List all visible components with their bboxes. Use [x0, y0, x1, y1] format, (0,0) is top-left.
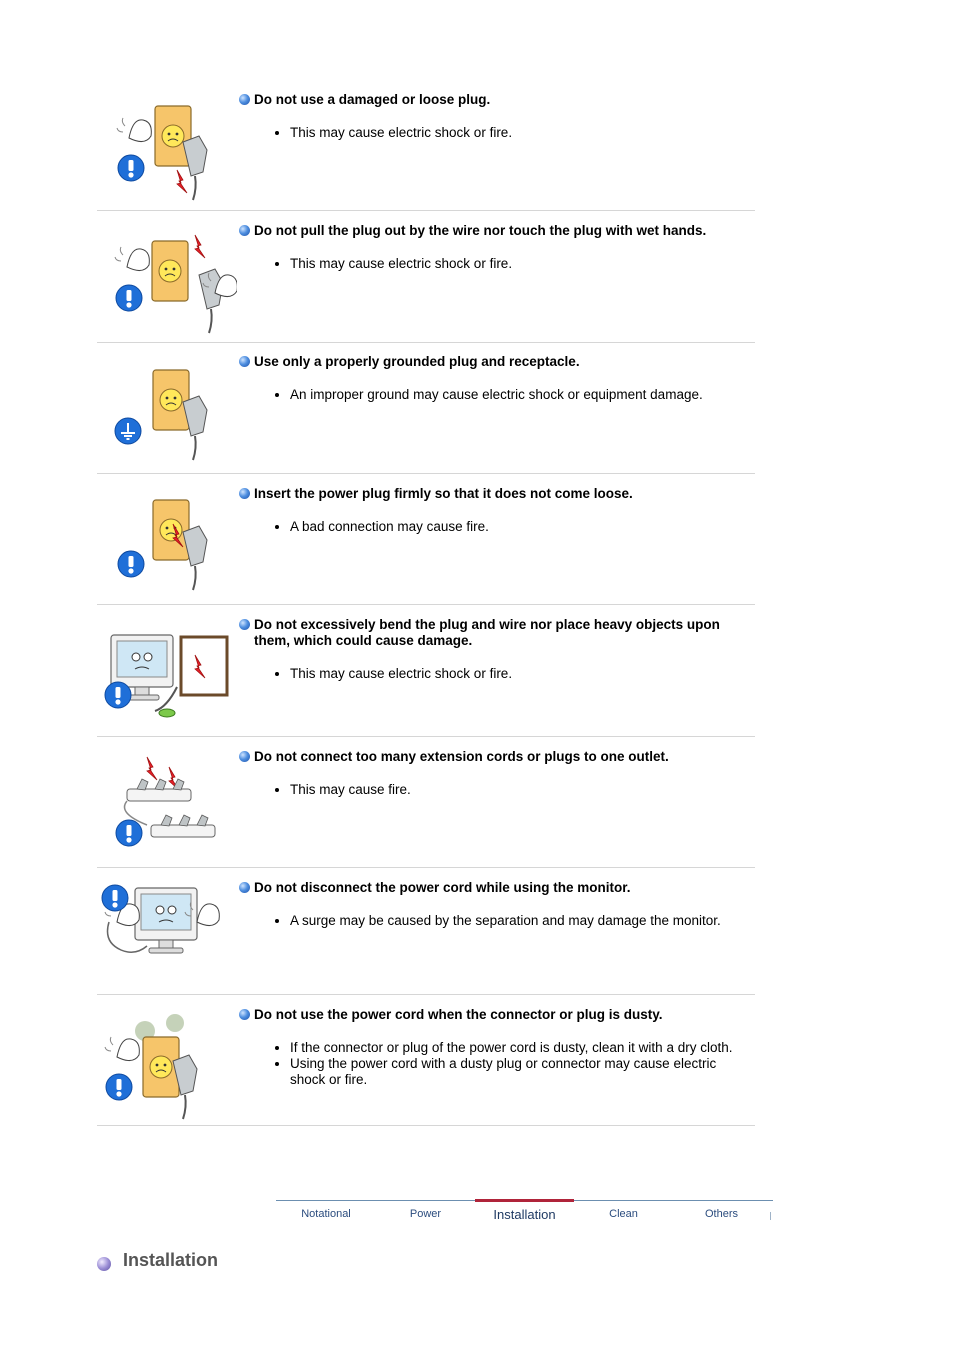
- spark-icon: [195, 235, 205, 258]
- warning-heading: [239, 617, 755, 649]
- warning-heading-text: Do not connect too many extension cords or plugs to one outlet.: [254, 749, 669, 764]
- grounded-plug-icon: [97, 354, 237, 474]
- furniture-icon: [181, 637, 227, 695]
- warning-detail-list: [239, 1040, 755, 1088]
- outlet-icon: [153, 500, 189, 560]
- warning-content: [239, 354, 755, 403]
- warning-icon: [118, 551, 144, 577]
- warning-heading-text: Do not use the power cord when the connector or plug is dusty.: [254, 1007, 663, 1022]
- heading-bullet-icon: [239, 356, 250, 367]
- plug-icon: [183, 136, 207, 200]
- warning-icon: [105, 682, 131, 708]
- warning-detail: • Using the power cord with a dusty plug or connector may cause electric shock or fire.: [290, 1056, 755, 1088]
- hand-icon: [117, 118, 151, 142]
- hand-icon: [105, 1037, 139, 1061]
- warning-heading: [239, 880, 755, 896]
- warning-content: [239, 749, 755, 798]
- warning-item: [97, 92, 755, 211]
- warning-content: [239, 617, 755, 682]
- ground-symbol-icon: [115, 418, 141, 444]
- tab-divider: [770, 1212, 771, 1220]
- spark-icon: [177, 170, 187, 193]
- warning-item: [97, 1007, 755, 1126]
- warning-content: [239, 486, 755, 535]
- outlet-icon: [155, 106, 191, 166]
- warning-detail-list: [239, 256, 755, 272]
- warning-detail-list: [239, 387, 755, 403]
- warning-content: [239, 223, 755, 272]
- wet-hands-plug-icon: [97, 223, 237, 343]
- warning-heading: [239, 223, 755, 239]
- warning-detail: • If the connector or plug of the power cord is dusty, clean it with a dry cloth.: [290, 1040, 755, 1056]
- warning-heading-text: Do not use a damaged or loose plug.: [254, 92, 491, 107]
- monitor-icon: [135, 888, 197, 953]
- warning-heading: [239, 749, 755, 765]
- plug-icon: [199, 269, 223, 333]
- warning-item: [97, 354, 755, 474]
- heading-bullet-icon: [239, 751, 250, 762]
- heading-bullet-icon: [239, 488, 250, 499]
- power-strip-icon: [151, 815, 215, 837]
- tab-notational[interactable]: Notational: [301, 1208, 351, 1220]
- warning-content: [239, 92, 755, 141]
- heading-bullet-icon: [239, 94, 250, 105]
- warning-content: [239, 1007, 755, 1088]
- hand-icon: [115, 247, 149, 271]
- warning-detail-list: [239, 519, 755, 535]
- heading-bullet-icon: [239, 882, 250, 893]
- heading-bullet-icon: [239, 225, 250, 236]
- warning-detail: • This may cause electric shock or fire.: [290, 125, 755, 141]
- warning-detail: • An improper ground may cause electric shock or equipment damage.: [290, 387, 755, 403]
- tab-bar: [276, 1200, 773, 1227]
- warning-icon: [116, 820, 142, 846]
- plug-icon: [159, 709, 175, 717]
- warning-heading-text: Insert the power plug firmly so that it does not come loose.: [254, 486, 633, 501]
- tab-installation[interactable]: Installation: [475, 1199, 574, 1228]
- warning-icon: [106, 1074, 132, 1100]
- warning-icon: [116, 285, 142, 311]
- warning-heading: [239, 486, 755, 502]
- warning-detail-list: [239, 913, 755, 929]
- disconnect-monitor-icon: [97, 880, 237, 1000]
- warning-detail-list: [239, 782, 755, 798]
- warning-icon: [102, 885, 128, 911]
- warning-item: [97, 617, 755, 737]
- power-strip-icon: [127, 779, 191, 801]
- warning-item: [97, 223, 755, 343]
- warning-heading: [239, 92, 755, 108]
- warning-detail: • This may cause electric shock or fire.: [290, 666, 755, 682]
- spark-icon: [147, 757, 157, 780]
- firm-plug-icon: [97, 486, 237, 606]
- warning-heading: [239, 354, 755, 370]
- dust-cloud-icon: [166, 1014, 184, 1032]
- section-bullet-icon: [97, 1257, 111, 1271]
- warning-detail: • A bad connection may cause fire.: [290, 519, 755, 535]
- damaged-plug-icon: [97, 92, 237, 212]
- warning-content: [239, 880, 755, 929]
- warning-heading-text: Do not disconnect the power cord while using the monitor.: [254, 880, 631, 895]
- warning-heading-text: Do not excessively bend the plug and wire nor place heavy objects upon them, which could cause damage.: [254, 617, 720, 648]
- warning-item: [97, 749, 755, 868]
- warning-item: [97, 880, 755, 995]
- warning-heading: [239, 1007, 755, 1023]
- warning-heading-text: Use only a properly grounded plug and receptacle.: [254, 354, 580, 369]
- warning-detail-list: [239, 125, 755, 141]
- bent-wire-monitor-icon: [97, 617, 237, 737]
- outlet-icon: [152, 241, 188, 301]
- extension-cords-icon: [97, 749, 237, 869]
- warning-detail: • This may cause electric shock or fire.: [290, 256, 755, 272]
- tab-others[interactable]: Others: [704, 1208, 738, 1220]
- warning-icon: [118, 155, 144, 181]
- warning-heading-text: Do not pull the plug out by the wire nor touch the plug with wet hands.: [254, 223, 707, 238]
- warning-item: [97, 486, 755, 605]
- heading-bullet-icon: [239, 619, 250, 630]
- tab-clean[interactable]: Clean: [609, 1208, 638, 1220]
- warning-detail-list: [239, 666, 755, 682]
- heading-bullet-icon: [239, 1009, 250, 1020]
- tab-power[interactable]: Power: [409, 1208, 442, 1220]
- outlet-icon: [153, 370, 189, 430]
- warning-detail: • A surge may be caused by the separation and may damage the monitor.: [290, 913, 755, 929]
- outlet-icon: [143, 1037, 179, 1097]
- warning-detail: • This may cause fire.: [290, 782, 755, 798]
- dusty-plug-icon: [97, 1007, 237, 1127]
- section-title: Installation: [123, 1250, 219, 1270]
